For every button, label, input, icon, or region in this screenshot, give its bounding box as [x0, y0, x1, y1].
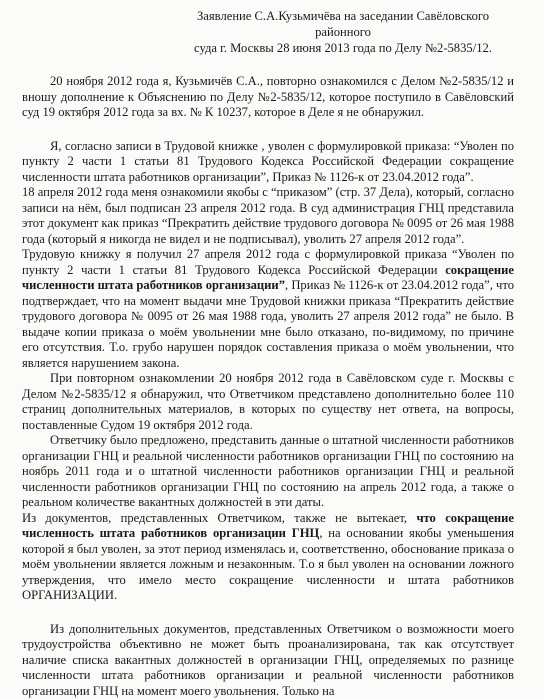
header-line-1: Заявление С.А.Кузьмичёва на заседании Савёловского районного: [196, 9, 490, 39]
paragraph-1: 20 ноября 2012 года я, Кузьмичёв С.А., повторно ознакомился с Делом №2-5835/12 и вношу дополнение к Объяснению по Делу №2-5835/12, которое поступило в Савёловский суд 19 октября 2012 года за вх. № К 10237, которое в Деле я не обнаружил.: [22, 74, 514, 119]
paragraph-5: При повторном ознакомлении 20 ноября 2012 года в Савёловском суде г. Москвы с Делом №2-5835/12 я обнаружил, что Ответчиком представлено дополнительно более 110 страниц дополнительных материалов, в которых по существу нет ответа, на вопросы, поставленные Судом 19 октября 2012 года.: [22, 371, 514, 432]
paragraph-4-text-a: Трудовую книжку я получил 27 апреля 2012 года с формулировкой приказа “Уволен по пункту 2 части 1 статьи 81 Трудового Кодекса Российской Федерации: [22, 247, 514, 277]
paragraph-7-text-c: , на основании якобы уменьшения которой я был уволен, за этот период изменялась и, соответственно, обоснование приказа о моём увольнении является ложным и незаконным. Т.о я был уволен на основании ложного утверждения, что имело место сокращение численности и штата работников ОРГАНИЗАЦИИ.: [22, 526, 514, 602]
paragraph-4: [22, 247, 514, 371]
paragraph-7: [22, 511, 514, 604]
paragraph-3: 18 апреля 2012 года меня ознакомили якобы с “приказом” (стр. 37 Дела), который, согласно записи на нём, был подписан 23 апреля 2012 года. В суд администрация ГНЦ представила этот документ как приказ “Прекратить действие трудового договора № 0095 от 26 мая 1988 года (который я никогда не видел и не подписывал), уволить 27 апреля 2012 года”.: [22, 185, 514, 246]
paragraph-7-bold: что сокращение численность штата работников организации ГНЦ: [22, 510, 514, 540]
paragraph-2: Я, согласно записи в Трудовой книжке , уволен с формулировкой приказа: “Уволен по пункту 2 части 1 статьи 81 Трудового Кодекса Российской Федерации сокращение численности штата работников организации”, Приказ № 1126-к от 23.04.2012 года”.: [22, 138, 514, 184]
document-header: [172, 8, 514, 56]
paragraph-8: Из дополнительных документов, представленных Ответчиком о возможности моего трудоустройства объективно не может быть проанализирована, так как отсутствует наличие списка вакантных должностей в организации ГНЦ, определяемых по разнице численности штата работников организации и реальной численности работников организации ГНЦ на момент моего увольнения. Только на: [22, 621, 514, 698]
paragraph-4-bold: сокращение численности штата работников организации”: [22, 262, 514, 292]
header-line-2: суда г. Москвы 28 июня 2013 года по Делу №2-5835/12.: [194, 41, 492, 55]
paragraph-6: Ответчику было предложено, представить данные о штатной численности работников организации ГНЦ и реальной численности работников организации ГНЦ по состоянию на ноябрь 2011 года и о штатной численности работников организации ГНЦ и реальной численности работников организации ГНЦ по состоянию на апрель 2012 года, а также о реальном количестве вакантных должностей в эти даты.: [22, 433, 514, 509]
paragraph-7-text-a: Из документов, представленных Ответчиком, также не вытекает,: [22, 510, 417, 525]
paragraph-4-text-c: , Приказ № 1126-к от 23.04.2012 года”, что подтверждает, что на момент выдачи мне Трудовой книжки приказа “Прекратить действие трудового договора № 0095 от 26 мая 1988 года, уволить 27 апреля 2012 года” не было. В выдаче копии приказа о моём увольнении мне было отказано, по-видимому, по причине его отсутствия. Т.о. грубо нарушен порядок составления приказа о моём увольнении, что является нарушением закона.: [22, 278, 515, 370]
